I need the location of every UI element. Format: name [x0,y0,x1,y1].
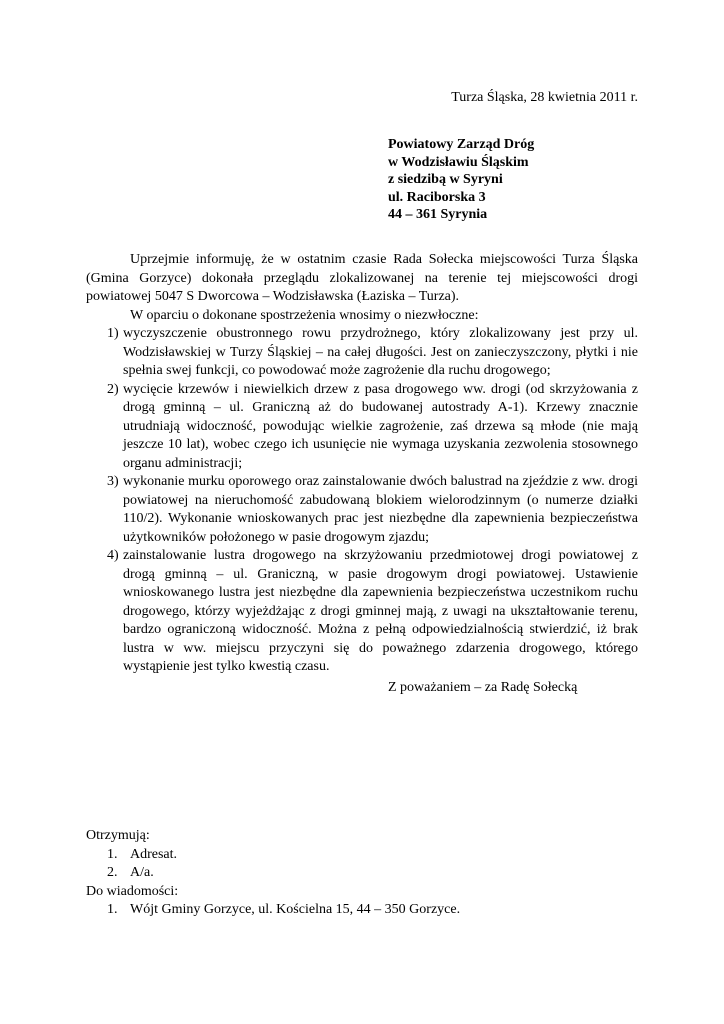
info-text: Wójt Gminy Gorzyce, ul. Kościelna 15, 44 – 350 Gorzyce. [130,902,461,917]
intro-paragraph: Uprzejmie informuję, że w ostatnim czasie Rada Sołecka miejscowości Turza Śląska (Gmina Gorzyce) dokonała przeglądu zlokalizowanej na terenie tej miejscowości drogi powiatowej 5047 S Dworcowa – Wodzisławska (Łaziska – Turza). [86,252,638,304]
receiver-item [86,846,460,865]
list-item-text: zainstalowanie lustra drogowego na skrzyżowaniu przedmiotowej drogi powiatowej z drogą gminną – ul. Graniczną, w pasie drogowym drogi powiatowej. Ustawienie wnioskowanego lustra jest niezbędne dla zapewnienia bezpieczeństwa uczestnikom ruchu drogowego, którzy wyjeżdżając z drogi gminnej mają, z uwagi na ukształtowanie terenu, bardzo ograniczoną widoczność. Można z pełną odpowiedzialnością stwierdzić, iż brak lustra w ww. miejscu przyczyni się do poważnego zdarzenia drogowego, którego wystąpienie jest tylko kwestią czasu. [123,548,638,674]
list-item-text: wycięcie krzewów i niewielkich drzew z pasa drogowego ww. drogi (od skrzyżowania z drogą gminną – ul. Graniczną aż do budowanej autostrady A-1). Krzewy znacznie utrudniają widoczność, powodując wielkie zagrożenie, zaś drzewa są młode (nie mają jeszcze 10 lat), wobec czego ich usunięcie nie wymaga uzyskania zezwolenia stosownego organu administracji; [123,381,638,471]
letter-body [86,251,638,677]
info-label: Do wiadomości: [86,883,179,899]
receiver-item [86,864,460,883]
list-item [86,381,638,474]
info-item [86,901,460,920]
recipient-address [388,136,534,224]
request-intro: W oparciu o dokonane spostrzeżenia wnosimy o niezwłoczne: [130,307,479,323]
recipient-line: Powiatowy Zarząd Dróg [388,137,535,152]
recipient-line: w Wodzisławiu Śląskim [388,154,529,170]
recipient-line: ul. Raciborska 3 [388,189,486,205]
list-item [86,473,638,547]
list-item-text: wyczyszczenie obustronnego rowu przydrożnego, który zlokalizowany jest przy ul. Wodzisławskiej w Turzy Śląskiej – na całej długości. Jest on zanieczyszczony, płytki i nie spełnia swej funkcji, co powodować może zagrożenie dla ruchu drogowego; [123,326,638,378]
distribution-list [86,827,460,920]
receivers-label: Otrzymują: [86,828,150,843]
recipient-line: 44 – 361 Syrynia [388,207,488,222]
request-list [86,325,638,677]
list-item-number: 1) [107,326,119,341]
date-line: Turza Śląska, 28 kwietnia 2011 r. [451,90,638,105]
receiver-number: 2. [107,865,118,880]
list-item-text: wykonanie murku oporowego oraz zainstalowanie dwóch balustrad na zjeździe z ww. drogi powiatowej na nieruchomość zabudowaną blokiem wielorodzinnym (o numerze działki 110/2). Wykonanie wnioskowanych prac jest niezbędne dla zapewnienia bezpieczeństwa użytkowników położonego w pasie drogowym zjazdu; [123,474,638,545]
list-item-number: 4) [107,548,119,563]
list-item [86,325,638,381]
info-number: 1. [107,902,118,917]
list-item [86,547,638,677]
list-item-number: 3) [107,474,119,489]
receiver-text: A/a. [130,865,154,880]
closing-signature: Z poważaniem – za Radę Sołecką [388,680,578,695]
receiver-number: 1. [107,846,118,862]
recipient-line: z siedzibą w Syryni [388,172,503,187]
list-item-number: 2) [107,381,119,397]
receiver-text: Adresat. [130,846,178,862]
